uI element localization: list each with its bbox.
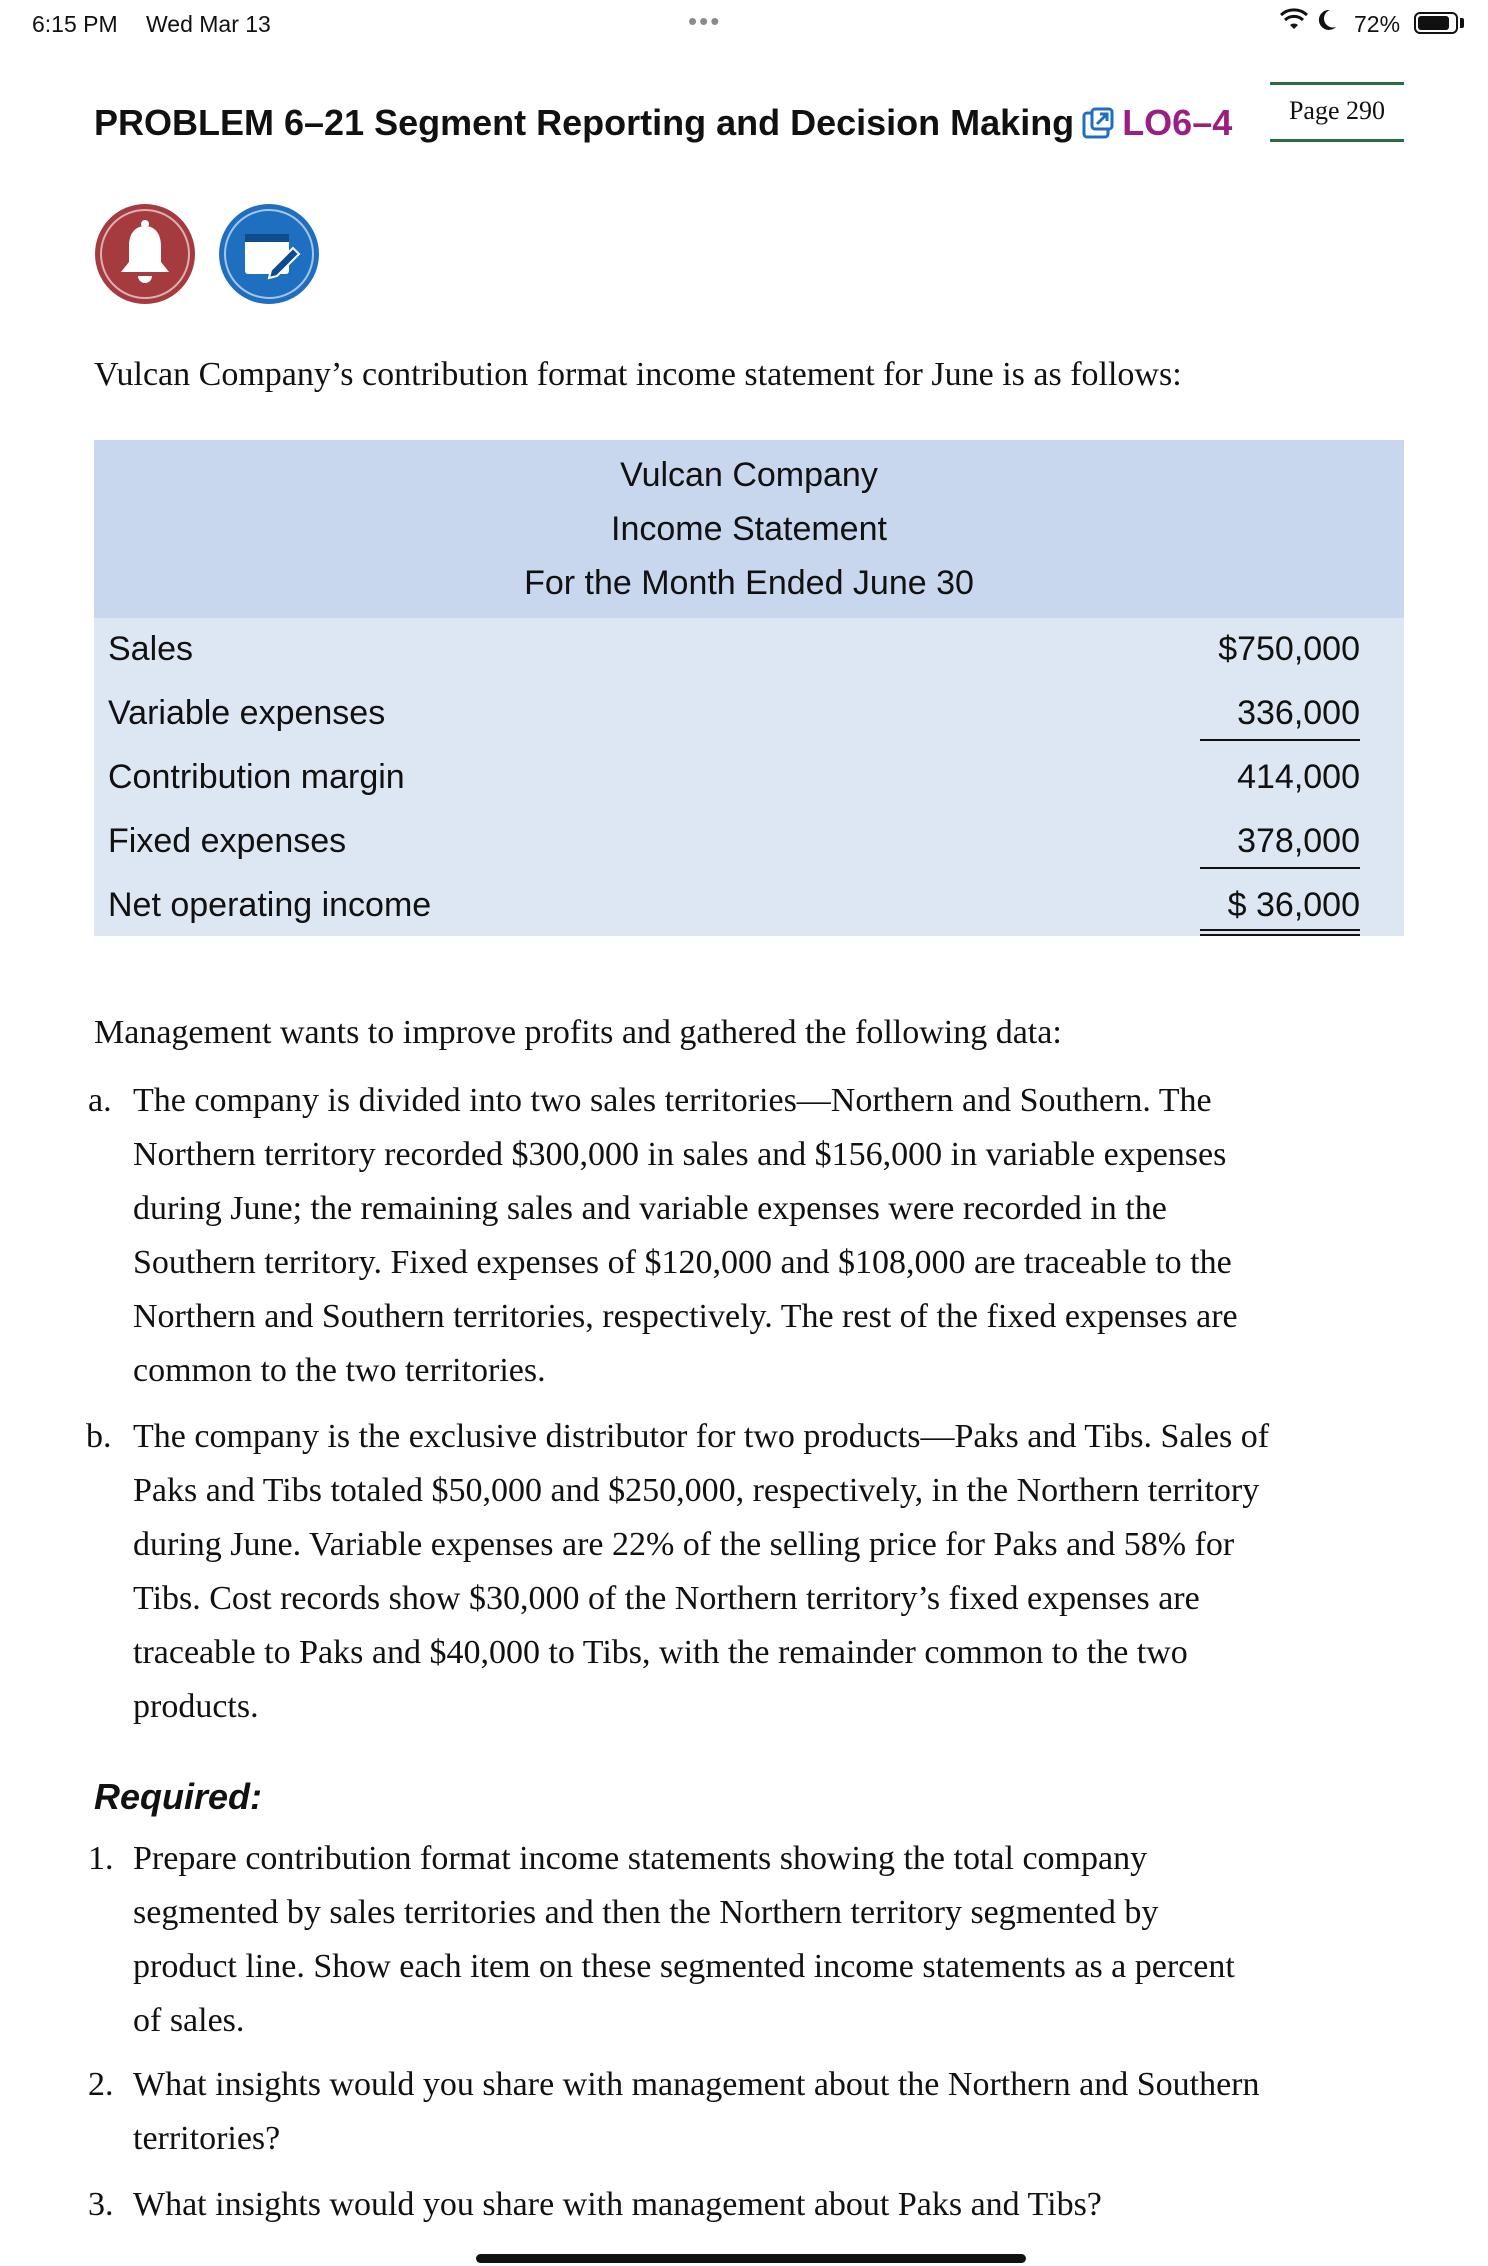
row-value-sales: $750,000 [1218, 630, 1360, 668]
battery-icon [1414, 12, 1458, 34]
battery-nub [1460, 18, 1464, 28]
statement-header [94, 440, 1404, 618]
page-number: Page 290 [1288, 96, 1386, 125]
battery-percent: 72% [1354, 11, 1401, 37]
statement-body [94, 618, 1404, 936]
statement-period: For the Month Ended June 30 [524, 564, 974, 602]
req-3-line: What insights would you share with management about Paks and Tibs? [133, 2186, 1102, 2223]
subtotal-rule [1200, 867, 1360, 869]
req-1-line: Prepare contribution format income statements showing the total company [133, 1840, 1148, 1877]
row-label-variable-expenses: Variable expenses [108, 694, 386, 732]
total-double-rule-top [1200, 929, 1360, 931]
req-2-marker: 2. [88, 2066, 114, 2103]
management-intro: Management wants to improve profits and gathered the following data: [94, 1014, 1062, 1051]
row-value-fixed-expenses: 378,000 [1237, 822, 1360, 860]
req-3-marker: 3. [88, 2186, 114, 2223]
row-label-net-operating-income: Net operating income [108, 886, 432, 924]
page-number-marker [1270, 82, 1404, 142]
item-a-marker: a. [88, 1082, 112, 1119]
row-value-net-operating-income: $ 36,000 [1227, 886, 1360, 924]
item-b-line: Paks and Tibs totaled $50,000 and $250,000, respectively, in the Northern territory [133, 1472, 1260, 1509]
multitasking-dots[interactable]: ••• [688, 6, 722, 36]
row-value-contribution-margin: 414,000 [1237, 758, 1360, 796]
item-b-line: The company is the exclusive distributor for two products—Paks and Tibs. Sales of [133, 1418, 1270, 1455]
wifi-icon [1280, 8, 1308, 39]
status-date: Wed Mar 13 [146, 11, 271, 37]
item-a-line: during June; the remaining sales and variable expenses were recorded in the [133, 1190, 1167, 1227]
statement-company: Vulcan Company [620, 456, 878, 494]
notepad-pencil-icon [219, 204, 319, 304]
problem-title-text: PROBLEM 6–21 Segment Reporting and Decision Making [94, 102, 1075, 143]
learning-objective-link[interactable]: LO6–4 [1122, 102, 1233, 143]
item-a-line: common to the two territories. [133, 1352, 546, 1389]
item-a-line: Southern territory. Fixed expenses of $120,000 and $108,000 are traceable to the [133, 1244, 1232, 1281]
item-b-line: traceable to Paks and $40,000 to Tibs, with the remainder common to the two [133, 1634, 1188, 1671]
req-2-line: What insights would you share with management about the Northern and Southern [133, 2066, 1260, 2103]
item-a-line: The company is divided into two sales territories—Northern and Southern. The [133, 1082, 1212, 1119]
alert-button[interactable] [95, 204, 195, 304]
problem-title [94, 102, 1232, 148]
item-b-line: products. [133, 1688, 259, 1725]
item-a-line: Northern territory recorded $300,000 in sales and $156,000 in variable expenses [133, 1136, 1227, 1173]
bell-icon [95, 204, 195, 304]
item-b-line: Tibs. Cost records show $30,000 of the Northern territory’s fixed expenses are [133, 1580, 1200, 1617]
statement-title: Income Statement [611, 510, 887, 548]
external-link-icon[interactable] [1082, 106, 1114, 148]
moon-icon [1316, 8, 1338, 39]
home-indicator[interactable] [476, 2254, 1026, 2263]
item-a-line: Northern and Southern territories, respectively. The rest of the fixed expenses are [133, 1298, 1238, 1335]
row-label-sales: Sales [108, 630, 194, 668]
required-heading: Required: [94, 1776, 263, 1817]
item-b-marker: b. [86, 1418, 112, 1455]
req-1-line: of sales. [133, 2002, 245, 2039]
intro-text: Vulcan Company’s contribution format income statement for June is as follows: [94, 356, 1182, 393]
row-label-contribution-margin: Contribution margin [108, 758, 405, 796]
subtotal-rule [1200, 739, 1360, 741]
row-value-variable-expenses: 336,000 [1237, 694, 1360, 732]
req-1-marker: 1. [88, 1840, 114, 1877]
notes-button[interactable] [219, 204, 319, 304]
req-1-line: segmented by sales territories and then the Northern territory segmented by [133, 1894, 1159, 1931]
total-double-rule-bottom [1200, 934, 1360, 936]
req-2-line: territories? [133, 2120, 281, 2157]
item-b-line: during June. Variable expenses are 22% of the selling price for Paks and 58% for [133, 1526, 1235, 1563]
row-label-fixed-expenses: Fixed expenses [108, 822, 347, 860]
status-time: 6:15 PM [32, 11, 118, 37]
req-1-line: product line. Show each item on these segmented income statements as a percent [133, 1948, 1235, 1985]
status-bar [0, 0, 1488, 50]
